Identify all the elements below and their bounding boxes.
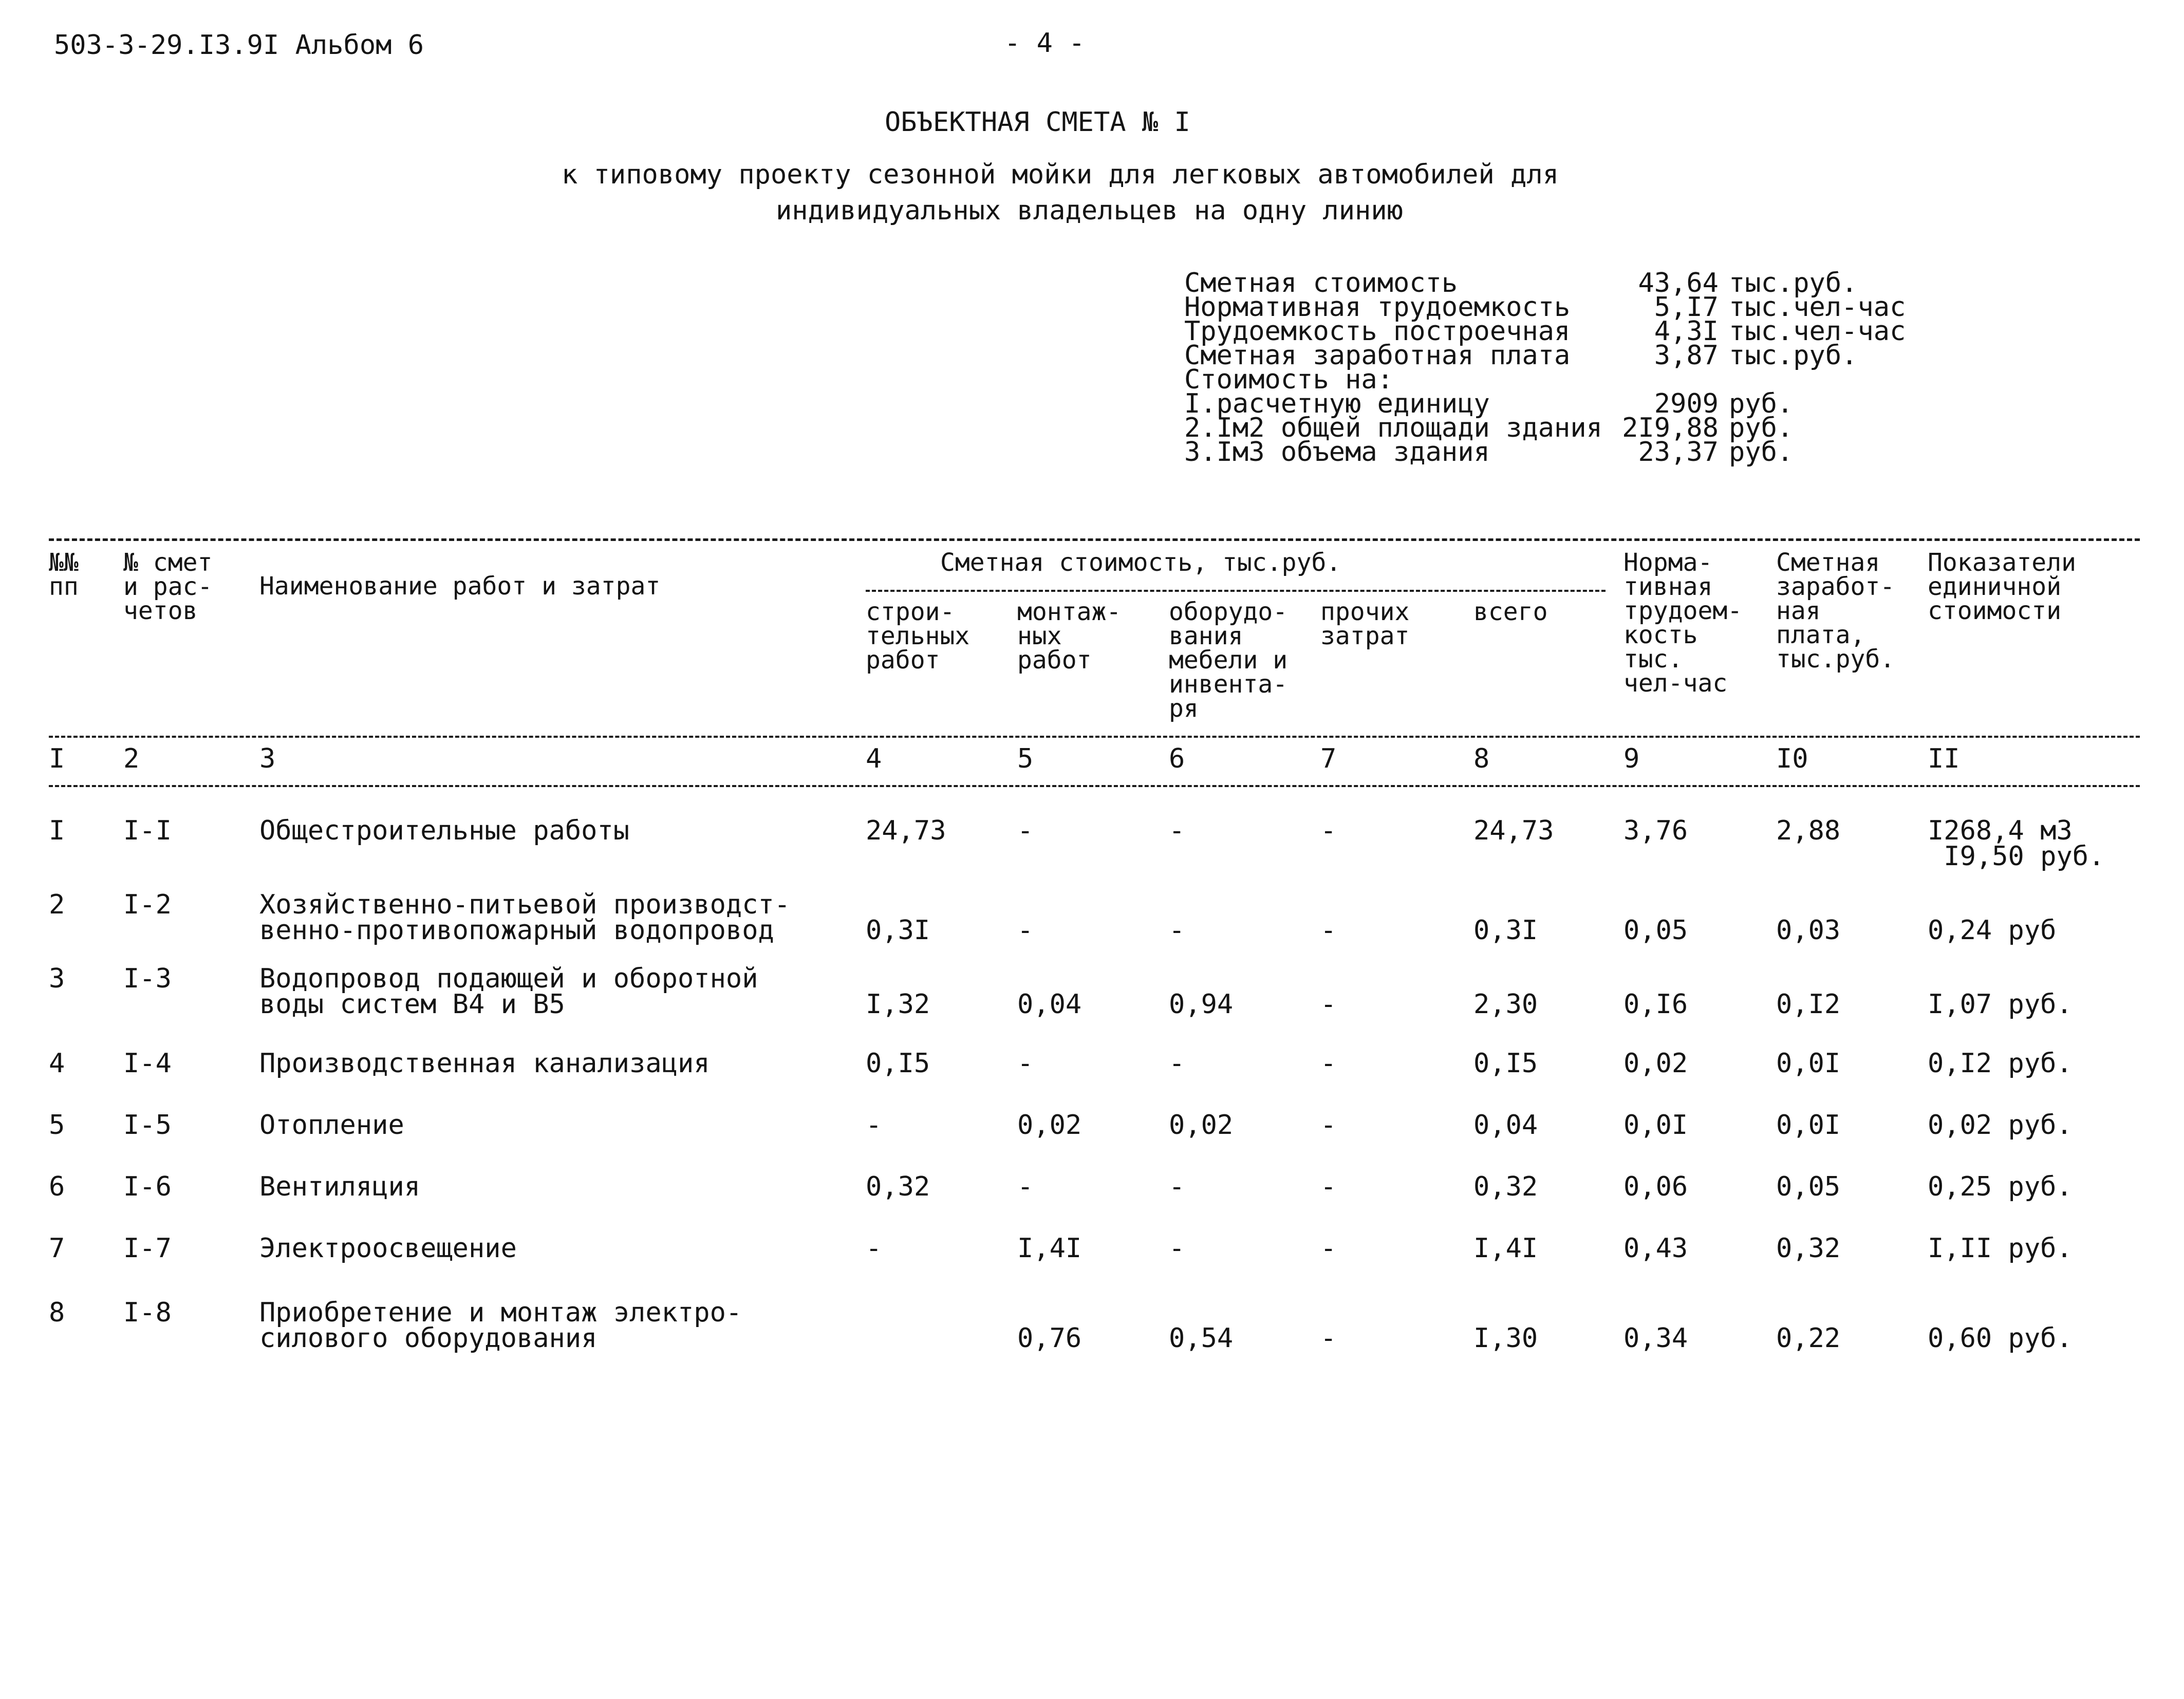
summary-label: Нормативная трудоемкость [1184,292,1571,323]
value-cell: 0,02 [1169,1110,1234,1141]
value-cell: I,32 [866,989,930,1020]
column-number-cell: I [49,743,65,774]
value-cell: - [1169,815,1185,846]
value-cell: 0,32 [1473,1171,1538,1202]
value-cell: 0,22 [1776,1323,1841,1354]
value-cell: 0,25 руб. [1928,1171,2073,1202]
summary-unit: тыс.чел-час [1729,316,1906,347]
summary-label: Сметная стоимость [1184,268,1458,298]
work-name: Отопление [259,1110,404,1141]
document-subtitle-line2: индивидуальных владельцев на одну линию [776,195,1403,226]
work-name: Электроосвещение [259,1233,517,1264]
value-cell: 0,0I [1623,1110,1688,1141]
column-number-cell: 5 [1017,743,1034,774]
row-number: 8 [49,1297,65,1328]
value-cell: 0,76 [1017,1323,1082,1354]
page-number: - 4 - [1004,28,1085,59]
value-cell: - [1320,915,1337,946]
row-number: 7 [49,1233,65,1264]
value-cell: - [1169,915,1185,946]
column-numbers-rule [49,785,2140,787]
value-cell: I,4I [1473,1233,1538,1264]
summary-unit: тыс.чел-час [1729,292,1906,323]
column-number-cell: 3 [259,743,276,774]
value-cell: - [1320,1233,1337,1264]
row-number: 6 [49,1171,65,1202]
document-code: 503-3-29.I3.9I Альбом 6 [54,30,424,61]
value-cell: 0,0I [1776,1110,1841,1141]
value-cell: I,II руб. [1928,1233,2073,1264]
value-cell: - [1017,915,1034,946]
row-number: 4 [49,1048,65,1079]
column-number-cell: 4 [866,743,882,774]
value-cell: 0,04 [1473,1110,1538,1141]
estimate-code: I-I [123,815,172,846]
summary-value: 2I9,88 [1622,413,1719,443]
value-cell: - [1017,815,1034,846]
estimate-code: I-2 [123,889,172,920]
summary-value: 43,64 [1638,268,1719,298]
header-col-labor: Норма- тивная трудоем- кость тыс. чел-час [1623,548,1743,698]
summary-label: Стоимость на: [1184,364,1393,395]
header-bottom-rule [49,736,2140,738]
value-cell: 0,32 [1776,1233,1841,1264]
header-col-installation: монтаж- ных работ [1017,598,1122,675]
row-number: 2 [49,889,65,920]
value-cell: 0,02 [1623,1048,1688,1079]
summary-unit: руб. [1729,388,1794,419]
value-cell: - [1169,1048,1185,1079]
value-cell: 0,3I [1473,915,1538,946]
value-cell: - [1320,1171,1337,1202]
value-cell: 2,30 [1473,989,1538,1020]
estimate-code: I-8 [123,1297,172,1328]
value-cell: 0,06 [1623,1171,1688,1202]
summary-label: Сметная заработная плата [1184,340,1571,371]
row-number: I [49,815,65,846]
summary-label: 2.Iм2 общей площади здания [1184,413,1602,443]
value-cell: - [1320,1048,1337,1079]
value-cell: 0,I2 [1776,989,1841,1020]
summary-unit: руб. [1729,437,1794,468]
estimate-code: I-5 [123,1110,172,1141]
value-cell: 0,I5 [866,1048,930,1079]
value-cell: 0,43 [1623,1233,1688,1264]
estimate-code: I-6 [123,1171,172,1202]
column-number-cell: 2 [123,743,140,774]
value-cell: 3,76 [1623,815,1688,846]
value-cell: I,07 руб. [1928,989,2073,1020]
value-cell: - [1320,815,1337,846]
value-cell: 0,I6 [1623,989,1688,1020]
header-col-equipment: оборудо- вания мебели и инвента- ря [1169,598,1288,723]
value-cell: 0,I2 руб. [1928,1048,2073,1079]
value-cell: 0,0I [1776,1048,1841,1079]
header-col-wages: Сметная заработ- ная плата, тыс.руб. [1776,548,1895,674]
value-cell: - [1169,1171,1185,1202]
value-cell: 2,88 [1776,815,1841,846]
value-cell: I,4I [1017,1233,1082,1264]
column-number-cell: 9 [1623,743,1640,774]
header-cost-group: Сметная стоимость, тыс.руб. [940,548,1341,577]
column-number-cell: 6 [1169,743,1185,774]
header-col-number: №№ пп [49,548,79,601]
value-cell: I268,4 м3 I9,50 руб. [1928,815,2105,872]
value-cell: - [1017,1171,1034,1202]
value-cell: 0,3I [866,915,930,946]
cost-group-rule [866,590,1606,592]
column-number-cell: 8 [1473,743,1490,774]
summary-value: 3,87 [1654,340,1719,371]
work-name: Хозяйственно-питьевой производст- венно-противопожарный водопровод [259,889,791,946]
column-number-cell: II [1928,743,1960,774]
header-col-total: всего [1473,598,1548,626]
header-col-name: Наименование работ и затрат [259,572,661,601]
summary-label: I.расчетную единицу [1184,388,1490,419]
column-number-cell: I0 [1776,743,1808,774]
document-subtitle-line1: к типовому проекту сезонной мойки для легковых автомобилей для [562,159,1559,190]
value-cell: 24,73 [866,815,946,846]
table-top-rule [49,538,2140,541]
value-cell: - [1320,1110,1337,1141]
document-title: ОБЪЕКТНАЯ СМЕТА № I [885,107,1190,138]
estimate-code: I-7 [123,1233,172,1264]
value-cell: - [866,1233,882,1264]
value-cell: - [1320,1323,1337,1354]
header-col-estimate: № смет и рас- четов [123,548,213,625]
value-cell: 0,94 [1169,989,1234,1020]
value-cell: 0,03 [1776,915,1841,946]
value-cell: - [1320,989,1337,1020]
row-number: 5 [49,1110,65,1141]
value-cell: 0,02 руб. [1928,1110,2073,1141]
value-cell: 0,24 руб [1928,915,2057,946]
value-cell: 0,54 [1169,1323,1234,1354]
summary-value: 4,3I [1654,316,1719,347]
value-cell: 0,04 [1017,989,1082,1020]
value-cell: - [866,1110,882,1141]
summary-unit: тыс.руб. [1729,268,1858,298]
header-col-construction: строи- тельных работ [866,598,970,675]
work-name: Общестроительные работы [259,815,630,846]
work-name: Вентиляция [259,1171,421,1202]
row-number: 3 [49,963,65,994]
summary-value: 5,I7 [1654,292,1719,323]
value-cell: 0,05 [1776,1171,1841,1202]
value-cell: 0,32 [866,1171,930,1202]
value-cell: 0,34 [1623,1323,1688,1354]
summary-label: Трудоемкость построечная [1184,316,1571,347]
header-col-other: прочих затрат [1320,598,1410,650]
column-number-cell: 7 [1320,743,1337,774]
summary-unit: тыс.руб. [1729,340,1858,371]
value-cell: 0,60 руб. [1928,1323,2073,1354]
value-cell: 24,73 [1473,815,1554,846]
summary-value: 23,37 [1638,437,1719,468]
summary-unit: руб. [1729,413,1794,443]
value-cell: 0,02 [1017,1110,1082,1141]
value-cell: 0,05 [1623,915,1688,946]
work-name: Водопровод подающей и оборотной воды систем В4 и В5 [259,963,758,1020]
value-cell: I,30 [1473,1323,1538,1354]
estimate-code: I-4 [123,1048,172,1079]
work-name: Производственная канализация [259,1048,710,1079]
value-cell: - [1017,1048,1034,1079]
summary-label: 3.Iм3 объема здания [1184,437,1490,468]
value-cell: - [1169,1233,1185,1264]
work-name: Приобретение и монтаж электро- силового оборудования [259,1297,742,1354]
header-col-indicators: Показатели единичной стоимости [1928,548,2076,625]
summary-value: 2909 [1654,388,1719,419]
value-cell: 0,I5 [1473,1048,1538,1079]
estimate-code: I-3 [123,963,172,994]
